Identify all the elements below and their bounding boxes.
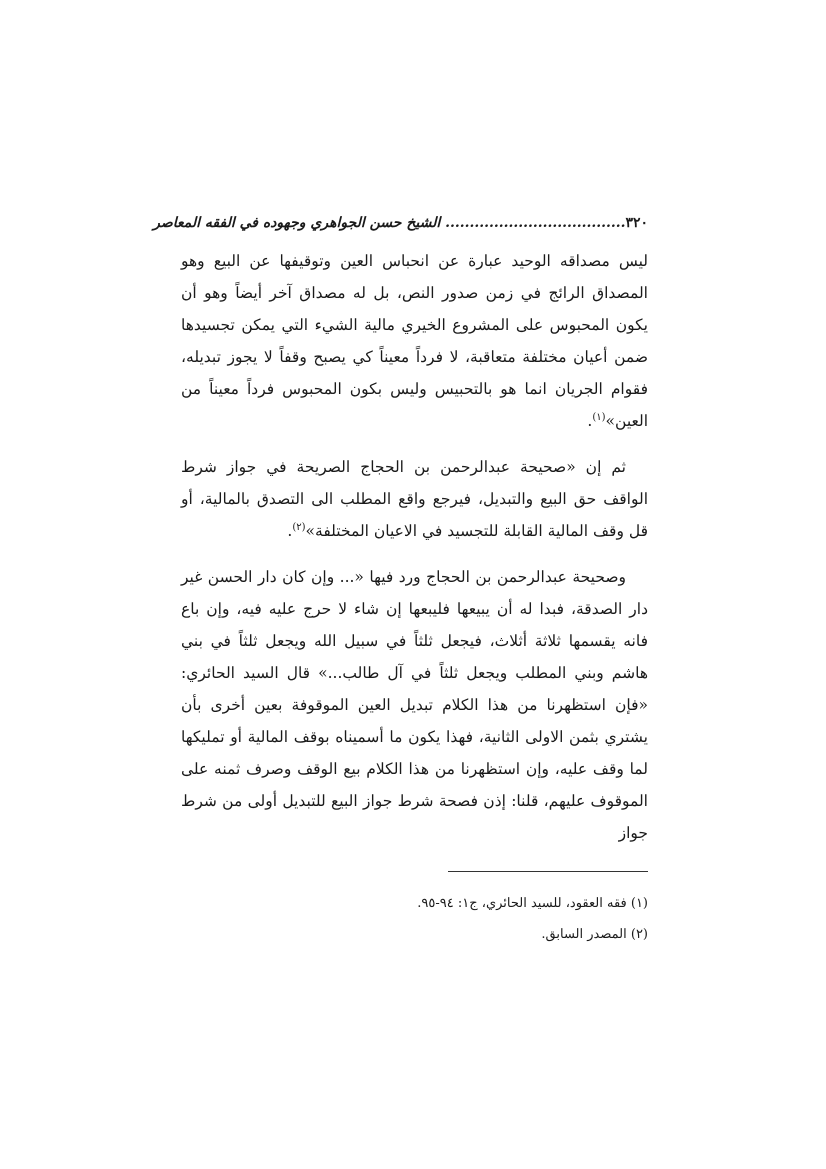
paragraph-text: ليس مصداقه الوحيد عبارة عن انحباس العين وتوقيفها عن البيع وهو المصداق الرائج في زمن صدور النص، بل له مصداق آخر أيضاً وهو أن يكون المحبوس على المشروع الخيري مالية الشيء التي يمكن تجسيدها ضمن أعيان مختلفة متعاقبة، لا فرداً معيناً كي يصبح وقفاً لا يجوز تبديله، فقوام الجريان انما هو بالتحبيس وليس بكون المحبوس فرداً معيناً من العين» [181,252,648,430]
paragraph-3 [181,561,648,849]
footnotes [181,888,648,950]
footnote-2: (٢) المصدر السابق. [541,927,648,942]
page-number: ٣٢٠ [625,215,648,231]
paragraph-text: ثم إن «صحيحة عبدالرحمن بن الحجاج الصريحة في جواز شرط الواقف حق البيع والتبديل، فيرجع واقع المطلب الى التصدق بالمالية، أو قل وقف المالية القابلة للتجسيد في الاعيان المختلفة» [181,458,648,540]
paragraph-1 [181,245,648,437]
book-page [153,215,648,950]
paragraph-tail: . [587,412,593,430]
paragraph-tail: . [287,522,293,540]
footnote-divider [448,871,648,872]
footnote-1: (١) فقه العقود، للسيد الحائري، ج١: ٩٤-٩٥. [417,896,648,911]
footnote-ref-2: (٢) [292,521,306,533]
footnote-ref-1: (١) [592,411,606,423]
book-title: ..................................... الشيخ حسن الجواهري وجهوده في الفقه المعاصر [153,215,626,231]
body-text [181,245,648,849]
paragraph-text: وصحيحة عبدالرحمن بن الحجاج ورد فيها «... وإن كان دار الحسن غير دار الصدقة، فبدا له أن يبيعها فليبعها إن شاء لا حرج عليه فيه، وإن باع فانه يقسمها ثلاثة أثلاث، فيجعل ثلثاً في سبيل الله ويجعل ثلثاً في بني هاشم وبني المطلب ويجعل ثلثاً في آل طالب...» قال السيد الحائري: «فإن استظهرنا من هذا الكلام تبديل العين الموقوفة بعين أخرى بأن يشتري بثمن الاولى الثانية، فهذا يكون ما أسميناه بوقف المالية أو تمليكها لما وقف عليه، وإن استظهرنا من هذا الكلام بيع الوقف وصرف ثمنه على الموقوف عليهم، قلنا: إذن فصحة شرط جواز البيع للتبديل أولى من شرط جواز [181,568,648,842]
running-header [153,215,648,245]
paragraph-2 [181,451,648,547]
